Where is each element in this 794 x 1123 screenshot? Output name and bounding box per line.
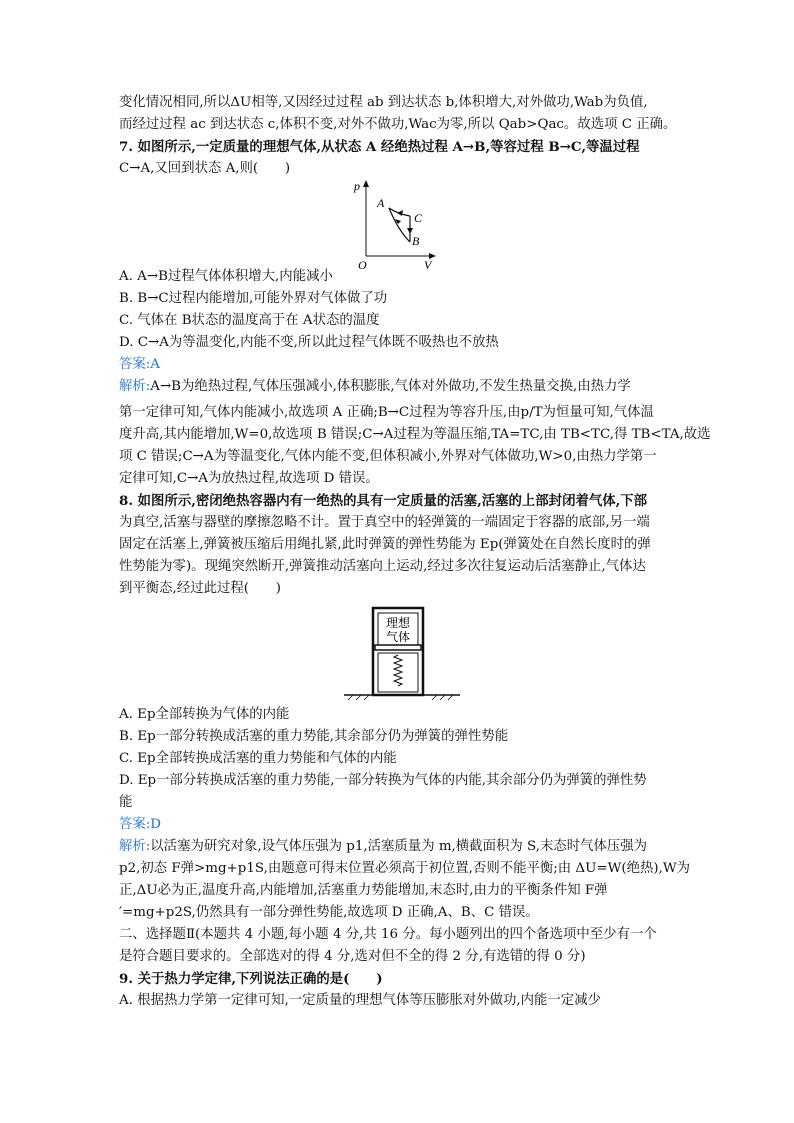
label-a: A [377,196,385,210]
option-7d: D. C→A为等温变化,内能不变,所以此过程气体既不吸热也不放热 [119,335,499,350]
container-diagram [342,605,462,701]
question-8-stem: 为真空,活塞与器壁的摩擦忽略不计。置于真空中的轻弹簧的一端固定于容器的底部,另一端 [119,515,650,530]
option-8d: D. Ep一部分转换成活塞的重力势能,一部分转换为气体的内能,其余部分仍为弹簧的弹性势 [119,773,647,788]
answer-7: 答案:A [119,357,160,372]
label-p: p [354,179,360,193]
option-8a: A. Ep全部转换为气体的内能 [119,707,290,722]
p-axis-arrow-icon [363,180,369,187]
pv-diagram-svg [352,178,442,270]
piston [375,645,421,650]
explanation-7: 度升高,其内能增加,W=0,故选项 B 错误;C→A过程为等温压缩,TA=TC,由 TB<TC,得 TB<TA,故选 [119,427,711,442]
option-8c: C. Ep全部转换成活塞的重力势能和气体的内能 [119,751,397,766]
explanation-7: 解析:A→B为绝热过程,气体压强减小,体积膨胀,气体对外做功,不发生热量交换,由热力学 [119,379,631,394]
option-8b: B. Ep一部分转换成活塞的重力势能,其余部分仍为弹簧的弹性势能 [119,729,509,744]
explanation-7: 第一定律可知,气体内能减小,故选项 A 正确;B→C过程为等容升压,由p/T为恒量可知,气体温 [119,405,654,420]
question-8-stem: 到平衡态,经过此过程( ) [119,581,282,596]
label-v: V [424,258,432,270]
container-diagram-svg [342,605,462,701]
explanation-8: 解析:以活塞为研究对象,设气体压强为 p1,活塞质量为 m,横截面积为 S,末态时气体压强为 [119,839,648,854]
question-8-stem: 性势能为零)。现绳突然断开,弹簧推动活塞向上运动,经过多次往复运动后活塞静止,气体达 [119,559,646,574]
answer-8: 答案:D [119,817,162,832]
option-7a: A. A→B过程气体体积增大,内能减小 [119,269,333,284]
option-7b: B. B→C过程内能增加,可能外界对气体做了功 [119,291,388,306]
gas-label-line1: 理想 [385,616,411,630]
section-2-heading: 是符合题目要求的。全部选对的得 4 分,选对但不全的得 2 分,有选错的得 0 分) [119,949,586,964]
text-line: 而经过过程 ac 到达状态 c,体积不变,对外不做功,Wac为零,所以 Qab>Qac。故选项 C 正确。 [119,117,677,132]
section-2-heading: 二、选择题Ⅱ(本题共 4 小题,每小题 4 分,共 16 分。每小题列出的四个备选项中至少有一个 [119,927,657,942]
label-o: O [358,258,367,270]
option-9a: A. 根据热力学第一定律可知,一定质量的理想气体等压膨胀对外做功,内能一定减少 [119,993,601,1008]
gas-label-line2: 气体 [385,630,411,644]
label-b: B [412,234,420,248]
explanation-7: 定律可知,C→A为放热过程,故选项 D 错误。 [119,471,379,486]
text-line: 变化情况相同,所以ΔU相等,又因经过过程 ab 到达状态 b,体积增大,对外做功,Wab为负值, [119,95,648,110]
explanation-8: p2,初态 F弹>mg+p1S,由题意可得末位置必须高于初位置,否则不能平衡;由 ΔU=W(绝热),W为 [119,861,691,876]
explanation-8: 正,ΔU必为正,温度升高,内能增加,活塞重力势能增加,末态时,由力的平衡条件知 F弹 [119,883,608,898]
question-7-stem: 7. 如图所示,一定质量的理想气体,从状态 A 经绝热过程 A→B,等容过程 B→C,等温过程 [119,139,640,155]
question-8-stem: 固定在活塞上,弹簧被压缩后用绳扎紧,此时弹簧的弹性势能为 Ep(弹簧处在自然长度时的弹 [119,537,651,552]
question-9-stem: 9. 关于热力学定律,下列说法正确的是( ) [119,971,383,987]
label-c: C [414,211,423,225]
explanation-7: 项 C 错误;C→A为等温变化,气体内能不变,但体积减小,外界对气体做功,W>0,由热力学第一 [119,449,657,464]
explanation-8: ′=mg+p2S,仍然具有一部分弹性势能,故选项 D 正确,A、B、C 错误。 [119,905,539,920]
question-8-stem: 8. 如图所示,密闭绝热容器内有一绝热的具有一定质量的活塞,活塞的上部封闭着气体,下部 [119,493,648,509]
arrow-c-a-icon [397,210,403,216]
question-7-stem: C→A,又回到状态 A,则( ) [119,161,291,176]
option-7c: C. 气体在 B状态的温度高于在 A状态的温度 [119,313,380,328]
option-8d: 能 [119,795,133,810]
pv-diagram [352,178,442,270]
